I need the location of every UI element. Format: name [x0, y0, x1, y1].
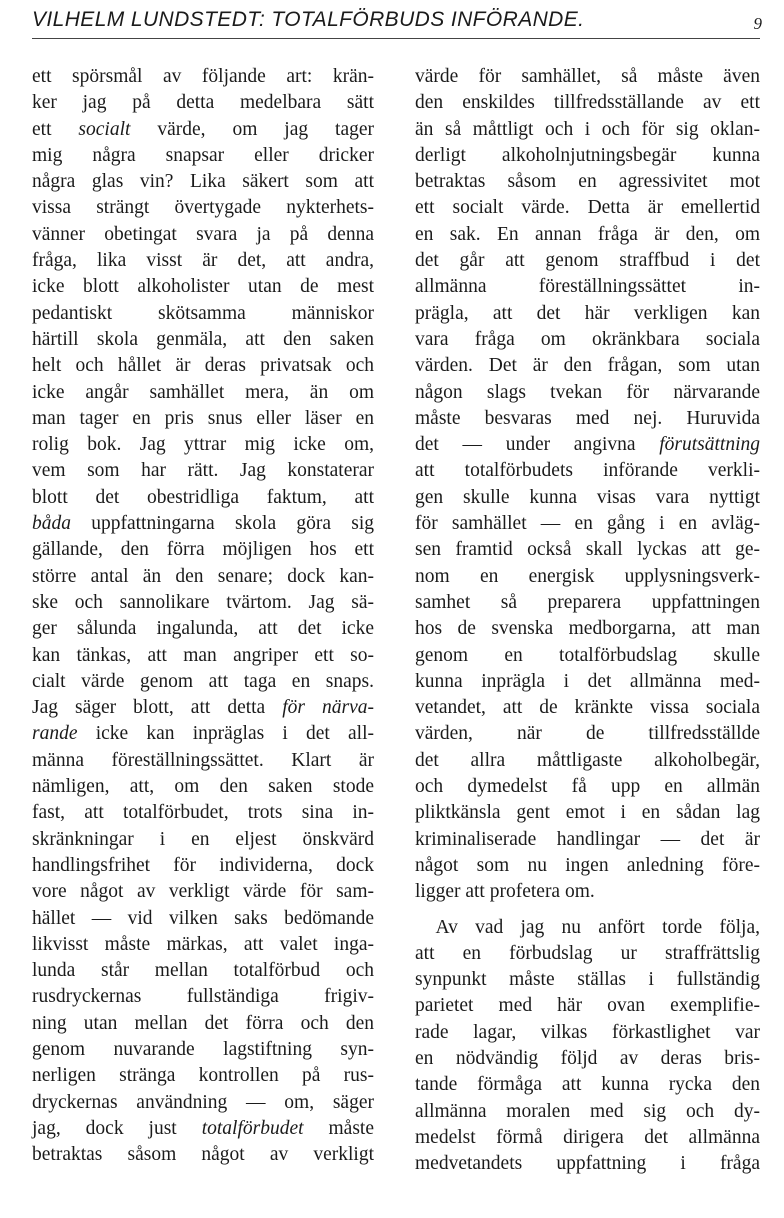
line-text: handlingsfrihet för individerna, dock: [32, 854, 374, 876]
text-line: [32, 353, 374, 379]
line-text: rade lagar, vilkas förkastlighet var: [415, 1021, 760, 1043]
header-rule: [32, 38, 760, 39]
text-line: [32, 748, 374, 774]
line-text: ning utan mellan det förra och den: [32, 1012, 374, 1034]
line-text: vänner obetingat svara ja på denna: [32, 223, 374, 245]
text-line: [415, 169, 760, 195]
text-line: [415, 432, 760, 458]
text-line: [32, 643, 374, 669]
line-text: kunna inprägla i det allmänna med-: [415, 670, 760, 692]
text-line: [32, 327, 374, 353]
line-text: värde, om jag tager: [130, 118, 374, 140]
text-line: [415, 695, 760, 721]
text-line: [32, 906, 374, 932]
text-line: [415, 1125, 760, 1151]
line-text: fråga, lika visst är det, att andra,: [32, 250, 374, 272]
text-line: [415, 327, 760, 353]
line-text: nom en energisk upplysningsverk-: [415, 565, 760, 587]
text-line: [415, 669, 760, 695]
text-line: [32, 1011, 374, 1037]
line-text: medvetandets uppfattning i fråga: [415, 1153, 760, 1175]
line-text: att totalförbudets införande verkli-: [415, 460, 760, 482]
text-line: [32, 695, 374, 721]
line-text: och dymedelst få upp en allmän: [415, 776, 760, 798]
text-line: [32, 169, 374, 195]
line-text: den enskildes tillfredsställande av ett: [415, 92, 760, 114]
text-line: [415, 879, 760, 905]
line-text: härtill skola genmäla, att den saken: [32, 328, 374, 350]
running-header: [32, 6, 764, 38]
text-line: [415, 616, 760, 642]
text-line: [32, 774, 374, 800]
text-line: [415, 748, 760, 774]
line-text: gen skulle kunna visas vara nyttigt: [415, 486, 760, 508]
line-text: nämligen, att, om den saken stode: [32, 776, 374, 798]
text-line: [32, 458, 374, 484]
line-text: ker jag på detta medelbara sätt: [32, 92, 374, 114]
text-line: [32, 669, 374, 695]
text-line: [32, 117, 374, 143]
line-text: dryckernas användning — om, säger: [32, 1091, 374, 1113]
text-line: [32, 590, 374, 616]
text-line: [32, 800, 374, 826]
line-text: kan tänkas, att man angriper ett so-: [32, 644, 374, 666]
text-line: [415, 1151, 760, 1177]
text-line: [32, 195, 374, 221]
line-text: derligt alkoholnjutningsbegär kunna: [415, 144, 760, 166]
line-text: icke blott alkoholister utan de mest: [32, 276, 374, 298]
text-line: [415, 1099, 760, 1125]
text-line: [32, 432, 374, 458]
italic-emphasis: socialt: [78, 118, 131, 140]
text-line: [415, 993, 760, 1019]
line-text: rolig bok. Jag yttrar mig icke om,: [32, 434, 374, 456]
line-text: Jag säger blott, att detta: [32, 697, 283, 719]
line-text: synpunkt måste ställas i fullständig: [415, 969, 760, 991]
line-text: hället — vid vilken saks bedömande: [32, 907, 374, 929]
right-column: [415, 64, 760, 1177]
line-text: någon slags tvekan för närvarande: [415, 381, 760, 403]
page-number: 9: [753, 14, 762, 33]
text-line: [32, 1090, 374, 1116]
line-text: nerligen stränga kontrollen på rus-: [32, 1065, 374, 1087]
text-line: [415, 941, 760, 967]
line-text: större antal än den senare; dock kan-: [32, 565, 374, 587]
line-text: man tager en pris snus eller läser en: [32, 407, 374, 429]
text-line: [32, 827, 374, 853]
text-line: [415, 274, 760, 300]
line-text: värde för samhället, så måste även: [415, 66, 760, 87]
line-text: prägla, att det här verkligen kan: [415, 302, 760, 324]
line-text: pedantiskt skötsamma människor: [32, 302, 374, 324]
line-text: helt och hållet är deras privatsak och: [32, 355, 374, 377]
line-text: ger sålunda ingalunda, att det icke: [32, 618, 374, 640]
text-line: [415, 117, 760, 143]
text-line: [415, 800, 760, 826]
text-line: [415, 1020, 760, 1046]
text-line: [32, 406, 374, 432]
text-line: [415, 590, 760, 616]
text-line: [32, 90, 374, 116]
line-text: cialt värde genom att taga en snaps.: [32, 670, 374, 692]
text-line: [32, 222, 374, 248]
line-text: måste besvaras med nej. Huruvida: [415, 407, 760, 429]
text-line: [415, 353, 760, 379]
line-text: rusdryckernas fullständiga frigiv-: [32, 986, 374, 1008]
line-text: måste: [303, 1117, 375, 1139]
italic-emphasis: totalförbudet: [201, 1117, 304, 1139]
text-line: [415, 774, 760, 800]
line-text: några glas vin? Lika säkert som att: [32, 171, 374, 193]
text-line: [415, 537, 760, 563]
line-text: mig några snapsar eller dricker: [32, 144, 374, 166]
line-text: något som nu ingen anledning före-: [415, 854, 760, 876]
text-line: [415, 564, 760, 590]
line-text: Av vad jag nu anfört torde följa,: [435, 916, 760, 938]
text-line: [415, 222, 760, 248]
line-text: värden, när de tillfredsställde: [415, 723, 760, 745]
line-text: icke angår samhället mera, än om: [32, 381, 374, 403]
text-line: [415, 248, 760, 274]
text-line: [415, 1046, 760, 1072]
text-line: [415, 458, 760, 484]
text-line: [32, 1142, 374, 1168]
text-line: [32, 274, 374, 300]
line-text: vetandet, att de kränkte vissa sociala: [415, 697, 760, 719]
line-text: det — under angivna: [415, 434, 660, 456]
line-text: likvisst måste märkas, att valet inga-: [32, 933, 374, 955]
line-text: männa föreställningssättet. Klart är: [32, 749, 374, 771]
line-text: skränkningar i en eljest önskvärd: [32, 828, 374, 850]
line-text: sen framtid också skall lyckas att ge-: [415, 539, 760, 561]
line-text: uppfattningarna skola göra sig: [71, 513, 374, 535]
line-text: än så måttligt och i och för sig oklan-: [415, 118, 760, 140]
text-line: [415, 967, 760, 993]
line-text: vem som har rätt. Jag konstaterar: [32, 460, 374, 482]
line-text: icke kan inpräglas i det all-: [77, 723, 374, 745]
text-line: [415, 511, 760, 537]
line-text: ett socialt värde. Detta är emellertid: [415, 197, 760, 219]
line-text: tande förmåga att kunna rycka den: [415, 1074, 760, 1096]
line-text: medelst förmå dirigera det allmänna: [415, 1126, 760, 1148]
text-line: [32, 485, 374, 511]
text-line: [32, 721, 374, 747]
text-line: [32, 853, 374, 879]
text-line: [32, 301, 374, 327]
text-line: [32, 984, 374, 1010]
running-title: VILHELM LUNDSTEDT: TOTALFÖRBUDS INFÖRANDE.: [32, 8, 585, 31]
line-text: vore något av verkligt värde för sam-: [32, 881, 374, 903]
line-text: ligger att profetera om.: [415, 881, 595, 903]
text-line: [415, 143, 760, 169]
line-text: värden. Det är den frågan, som utan: [415, 355, 760, 377]
text-line: [415, 380, 760, 406]
line-text: ske och sannolikare tvärtom. Jag sä-: [32, 591, 374, 613]
text-line: [32, 511, 374, 537]
line-text: för samhället — en gång i en avläg-: [415, 513, 760, 535]
text-line: [415, 721, 760, 747]
line-text: ett spörsmål av följande art: krän-: [32, 66, 374, 87]
text-line: [415, 853, 760, 879]
text-line: [415, 485, 760, 511]
line-text: ett: [32, 118, 79, 140]
text-line: [415, 301, 760, 327]
italic-emphasis: rande: [32, 723, 78, 745]
text-line: [32, 616, 374, 642]
line-text: jag, dock just: [32, 1117, 202, 1139]
italic-emphasis: båda: [32, 513, 71, 535]
line-text: lunda står mellan totalförbud och: [32, 960, 374, 982]
line-text: en sak. En annan fråga är den, om: [415, 223, 760, 245]
text-line: [415, 90, 760, 116]
line-text: parietet med här ovan exemplifie-: [415, 995, 760, 1017]
text-line: [32, 1063, 374, 1089]
line-text: att en förbudslag ur straffrättslig: [415, 942, 760, 964]
text-line: [415, 915, 760, 941]
line-text: betraktas såsom något av verkligt: [32, 1144, 374, 1166]
left-column: [32, 64, 374, 1168]
line-text: allmänna föreställningssättet in-: [415, 276, 760, 298]
text-line: [32, 932, 374, 958]
text-line: [32, 564, 374, 590]
line-text: det går att genom straffbud i det: [415, 250, 760, 272]
text-line: [32, 1116, 374, 1142]
line-text: genom nuvarande lagstiftning syn-: [32, 1038, 374, 1060]
line-text: blott det obestridliga faktum, att: [32, 486, 374, 508]
line-text: fast, att totalförbudet, trots sina in-: [32, 802, 374, 824]
line-text: betraktas såsom en agressivitet mot: [415, 171, 760, 193]
line-text: vara fråga om okränkbara sociala: [415, 328, 760, 350]
text-line: [415, 64, 760, 90]
line-text: kriminaliserade handlingar — det är: [415, 828, 760, 850]
text-line: [32, 958, 374, 984]
text-line: [415, 406, 760, 432]
text-line: [32, 537, 374, 563]
line-text: hos de svenska medborgarna, att man: [415, 618, 760, 640]
line-text: samhet så preparera uppfattningen: [415, 591, 760, 613]
text-line: [415, 643, 760, 669]
text-line: [32, 248, 374, 274]
text-line: [415, 1072, 760, 1098]
text-line: [32, 1037, 374, 1063]
line-text: vissa strängt övertygade nykterhets-: [32, 197, 374, 219]
line-text: genom en totalförbudslag skulle: [415, 644, 760, 666]
text-line: [32, 380, 374, 406]
text-line: [32, 143, 374, 169]
text-line: [415, 195, 760, 221]
line-text: gällande, den förra möjligen hos ett: [32, 539, 374, 561]
line-text: det allra måttligaste alkoholbegär,: [415, 749, 760, 771]
text-line: [32, 64, 374, 90]
text-line: [415, 827, 760, 853]
italic-emphasis: för närva-: [282, 697, 374, 719]
text-line: [32, 879, 374, 905]
line-text: pliktkänsla gent emot i en sådan lag: [415, 802, 760, 824]
line-text: allmänna moralen med sig och dy-: [415, 1100, 760, 1122]
italic-emphasis: förutsättning: [659, 434, 760, 456]
line-text: en nödvändig följd av deras bris-: [415, 1047, 760, 1069]
